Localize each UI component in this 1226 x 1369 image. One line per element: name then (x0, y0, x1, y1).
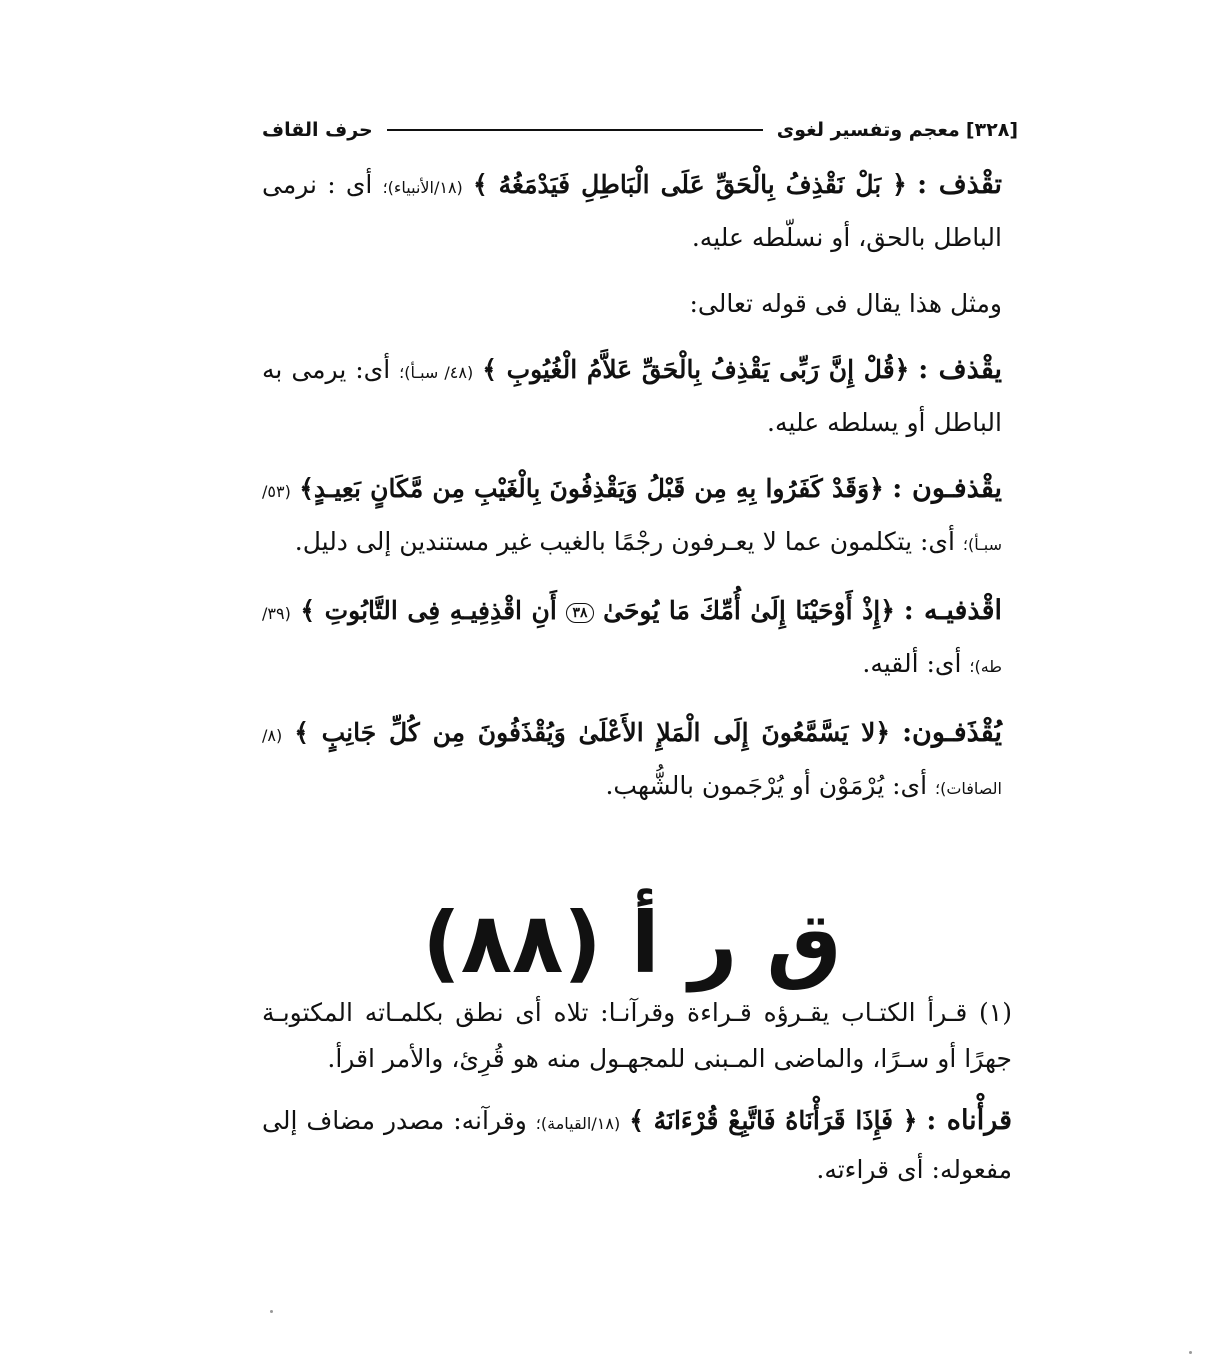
page-number: [٣٢٨] (965, 119, 1018, 141)
entry-explanation: أى: يتكلمون عما لا يعـرفون رجْمًا بالغيب غير مستندين إلى دليل. (294, 527, 955, 556)
verse-reference: (٣٩/ طه)؛ (262, 604, 1002, 676)
root-definition: (١) قـرأ الكتـاب يقـرؤه قـراءة وقرآنـا: تلاه أى نطق بكلمـاته المكتوبـة جهرًا أو سـرًا، والماضى المـبنى للمجهـول منه هو قُرِئ، والأمر اقرأ. (262, 998, 1012, 1073)
quran-verse: ﴿قُلْ إِنَّ رَبِّى يَقْذِفُ بِالْحَقِّ عَلاَّمُ الْغُيُوبِ ﴾ (482, 355, 910, 384)
scan-speck (270, 1310, 273, 1313)
entry-explanation: أى: يُرْمَوْن أو يُرْجَمون بالشُّهب. (605, 771, 928, 800)
entry-explanation: أى: يرمى به الباطل أو يسلطه عليه. (262, 355, 1002, 437)
entry-iqdhifih (262, 586, 1002, 692)
scan-speck (1189, 1351, 1192, 1354)
quran-verse: ﴿وَقَدْ كَفَرُوا بِهِ مِن قَبْلُ وَيَقْذِفُونَ بِالْغَيْبِ مِن مَّكَانٍ بَعِيـدٍ﴾ (299, 474, 884, 503)
entry-headword: تقْذف : (917, 169, 1003, 200)
root-heading: ق ر أ (٨٨) (422, 894, 842, 992)
verse-reference: (٥٣/سبـأ)؛ (262, 482, 1002, 554)
entry-headword: يُقْذَفـون: (902, 717, 1002, 748)
entry-yaqdhifun (262, 464, 1002, 570)
book-title: معجم وتفسير لغوى (776, 119, 960, 141)
entries-section (262, 160, 1002, 830)
entry-taqdhif (262, 160, 1002, 263)
verse-number-mark: ٣٨ (566, 603, 593, 623)
transition-note: ومثل هذا يقال فى قوله تعالى: (689, 289, 1002, 318)
verse-reference: (٨/ الصافات)؛ (262, 726, 1002, 798)
entry-explanation: وقرآنه: مصدر مضاف إلى مفعوله: أى قراءته. (262, 1106, 1012, 1184)
root-section (262, 990, 1012, 1209)
verse-reference: (١٨/الأنبياء)؛ (382, 178, 463, 197)
entry-headword: اقْذفيـه : (903, 595, 1002, 626)
entry-explanation: أى : نرمى الباطل بالحق، أو نسلّطه عليه. (262, 170, 1002, 252)
chapter-title: حرف القاف (262, 119, 373, 141)
entry-qaranahu (262, 1098, 1012, 1193)
quran-verse: ﴿ بَلْ نَقْذِفُ بِالْحَقِّ عَلَى الْبَاطِلِ فَيَدْمَغُهُ ﴾ (473, 170, 907, 199)
verse-reference: (١٨/القيامة)؛ (535, 1114, 621, 1133)
quran-verse (291, 596, 895, 625)
page-header (262, 112, 1018, 148)
verse-part-b: أَنِ اقْذِفِيـهِ فِى التَّابُوتِ ﴾ (300, 596, 557, 625)
entry-yuqdhafun (262, 708, 1002, 814)
entry-headword: قرأْناه : (926, 1105, 1013, 1136)
quran-verse: ﴿لا يَسَّمَّعُونَ إِلَى الْمَلإِ الأَعْلَىٰ وَيُقْذَفُونَ مِن كُلِّ جَانِبٍ ﴾ (294, 718, 891, 747)
header-rule (387, 129, 763, 131)
entry-headword: يقْذف : (918, 354, 1003, 385)
quran-verse: ﴿ فَإِذَا قَرَأْنَاهُ فَاتَّبِعْ قُرْءَانَهُ ﴾ (629, 1106, 918, 1135)
entry-yaqdhif (262, 345, 1002, 448)
verse-reference: (٤٨/ سبـأ)؛ (399, 363, 474, 382)
entry-headword: يقْذفـون : (892, 473, 1002, 504)
verse-part-a: ﴿إِذْ أَوْحَيْنَا إِلَىٰ أُمِّكَ مَا يُوحَىٰ (603, 596, 895, 625)
entry-explanation: أى: ألقيه. (862, 649, 962, 678)
